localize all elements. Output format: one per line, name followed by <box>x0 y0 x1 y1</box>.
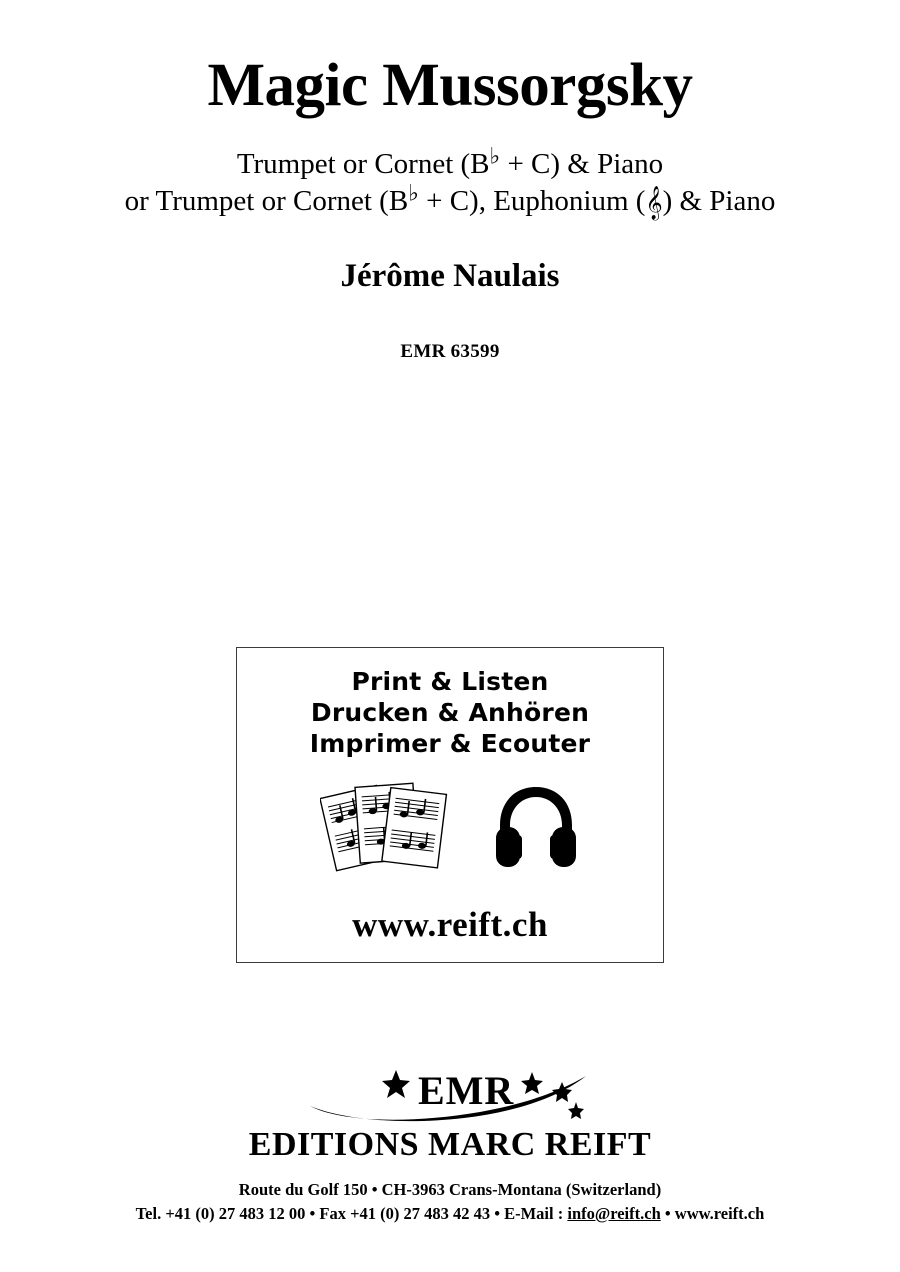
publisher-name: EDITIONS MARC REIFT <box>248 1126 652 1163</box>
instrumentation-line-2: or Trumpet or Cornet (B♭ + C), Euphonium (𝄞) & Piano <box>124 180 776 220</box>
publisher-address: Route du Golf 150 • CH-3963 Crans-Montana (Switzerland) <box>238 1180 662 1199</box>
promo-icons <box>237 775 663 883</box>
instrumentation-line-1-suffix: + C) & Piano <box>500 148 664 181</box>
emr-logo <box>0 1062 900 1124</box>
instrumentation-line-2-suffix: ) & Piano <box>662 185 776 218</box>
sheet-music-icon <box>320 775 458 884</box>
promo-line-english: Print & Listen <box>351 667 549 696</box>
flat-symbol: ♭ <box>408 180 419 206</box>
promo-line-french: Imprimer & Ecouter <box>309 729 591 758</box>
instrumentation-block <box>0 143 900 220</box>
promo-line-german: Drucken & Anhören <box>310 698 590 727</box>
catalog-number: EMR 63599 <box>400 341 500 363</box>
page-title: Magic Mussorgsky <box>207 52 693 119</box>
headphones-icon <box>492 781 580 878</box>
instrumentation-line-2-mid: + C), Euphonium ( <box>418 185 646 218</box>
promo-website-url[interactable]: www.reift.ch <box>352 905 548 944</box>
svg-text:EMR: EMR <box>418 1068 515 1113</box>
composer-name: Jérôme Naulais <box>340 258 560 295</box>
publisher-email-link[interactable]: info@reift.ch <box>567 1203 661 1223</box>
promo-text-lines <box>237 648 663 759</box>
publisher-contact-suffix: • www.reift.ch <box>660 1203 765 1223</box>
instrumentation-line-2-prefix: or Trumpet or Cornet (B <box>124 185 409 218</box>
flat-symbol: ♭ <box>489 143 501 169</box>
instrumentation-line-1 <box>0 143 900 183</box>
instrumentation-line-1-prefix: Trumpet or Cornet (B <box>236 148 490 181</box>
publisher-contact-prefix: Tel. +41 (0) 27 483 12 00 • Fax +41 (0) 27 483 42 43 • E-Mail : <box>135 1203 568 1223</box>
print-and-listen-box <box>236 647 664 963</box>
publisher-block <box>0 1062 900 1226</box>
publisher-contact <box>0 1202 900 1226</box>
